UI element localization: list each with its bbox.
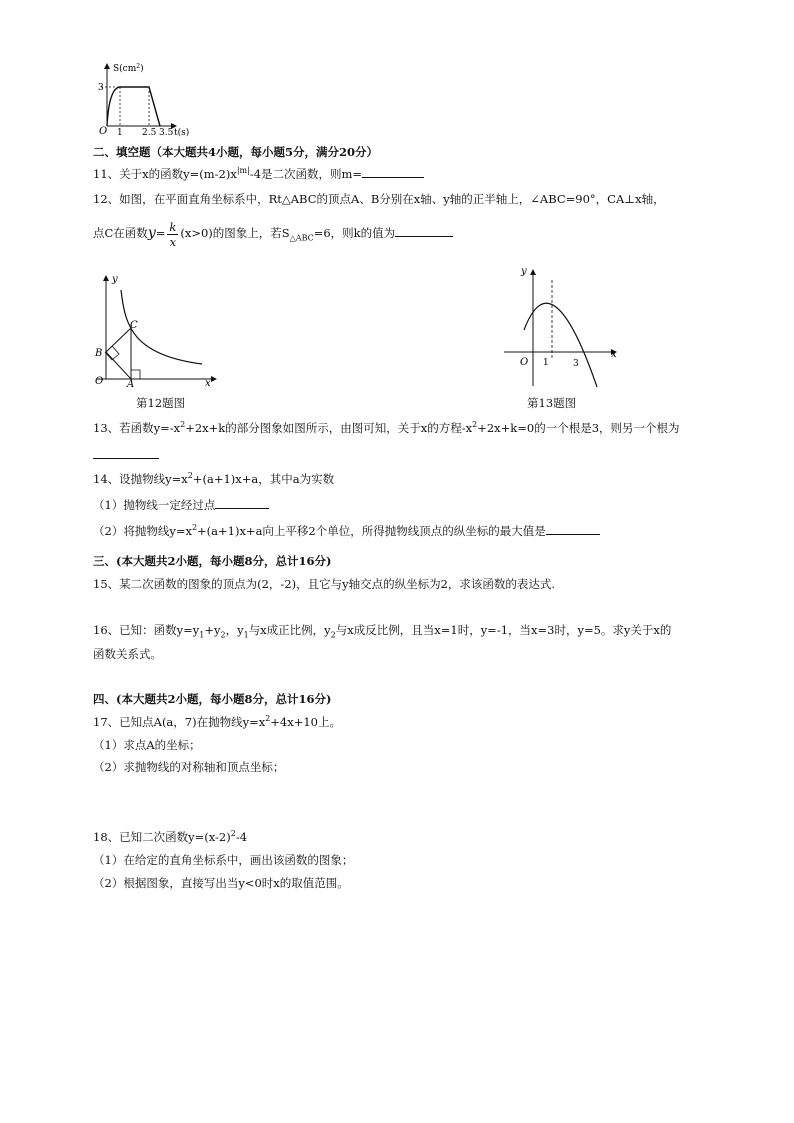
answer-blank-11[interactable] [362, 166, 424, 178]
answer-blank-14-1[interactable] [215, 497, 269, 509]
question-18-part-1: （1）在给定的直角坐标系中，画出该函数的图象； [93, 853, 354, 867]
fig13-tick-3: 3 [573, 359, 579, 369]
parabola-curve [524, 303, 597, 387]
question-12-line-2: 点C在函数y= $\frac{k}{x}$ (x>0)的图象上，若$S_{\triangle ABC}=6$，则k的值为 [93, 218, 453, 249]
fig12-point-c: C [130, 320, 138, 331]
y-axis-label-sup: 2 [136, 63, 141, 70]
y-axis-label: S(cm [113, 64, 137, 74]
question-14-part-2: （2）将抛物线$y=x^2+(a+1)x+a$向上平移2个单位，所得抛物线顶点的纵坐标的最大值是 [93, 523, 600, 539]
question-16-line-1: 16、已知：函数$y=y_1+y_2$，$y_1$与x成正比例，$y_2$与x成反比例，且当x=1时，y=-1，当x=3时，y=5。求y关于x的 [93, 623, 672, 640]
answer-blank-12[interactable] [395, 225, 453, 237]
section-3-title: 三、(本大题共2小题，每小题8分，总计16分) [93, 554, 332, 568]
area-curve [107, 87, 160, 126]
fig13-y-label: y [521, 266, 527, 277]
fig13-tick-1: 1 [543, 358, 549, 368]
fig12-y-label: y [112, 274, 118, 285]
y-axis-label-close: ) [140, 64, 144, 74]
figure-13-graph [500, 262, 625, 387]
area-time-graph [92, 58, 202, 138]
question-14-part-1: （1）抛物线一定经过点 [93, 497, 269, 513]
question-14: 14、设抛物线$y=x^2+(a+1)x+a$，其中a为实数 [93, 471, 335, 486]
x-tick-2-5: 2.5 [142, 128, 157, 138]
x-tick-3-5: 3.5 [159, 128, 174, 138]
svg-text:S(cm2) [113, 63, 144, 74]
fig13-x-label: x [611, 349, 617, 360]
answer-blank-13[interactable] [93, 447, 159, 459]
y-tick-3: 3 [98, 83, 104, 93]
x-axis-label: t(s) [174, 128, 190, 138]
fraction-k-over-x: $\frac{k}{x}$ [169, 219, 177, 249]
question-17: 17、已知点A(a，7)在抛物线$y=x^2+4x+10$上。 [93, 714, 342, 729]
figure-12-caption: 第12题图 [136, 396, 186, 410]
fig13-origin: O [520, 357, 529, 368]
x-tick-1: 1 [117, 128, 123, 138]
fig12-point-b: B [95, 348, 103, 359]
question-12-line-1: 12、如图，在平面直角坐标系中，Rt△ABC的顶点A、B分别在x轴、y轴的正半轴上，∠ABC=90°，CA⊥x轴， [93, 192, 665, 206]
right-angle-a [131, 370, 140, 379]
question-18: 18、已知二次函数$y=(x-2)^2-4$ [93, 829, 248, 844]
fig12-x-label: x [205, 378, 211, 389]
answer-line-13 [93, 447, 159, 463]
origin-label: O [99, 126, 108, 137]
question-11: 11、关于x的函数$y=(m-2)x^{|m|}-4$是二次函数，则m= [93, 166, 424, 182]
question-13: 13、若函数$y=-x^2+2x+k$的部分图象如图所示，由图可知，关于x的方程$-x^2+2x+k=0$的一个根是3，则另一个根为 [93, 420, 680, 435]
fig12-point-a: A [127, 379, 135, 390]
answer-blank-14-2[interactable] [546, 523, 600, 535]
question-18-part-2: （2）根据图象，直接写出当y<0时x的取值范围。 [93, 876, 349, 890]
section-4-title: 四、(本大题共2小题，每小题8分，总计16分) [93, 692, 332, 706]
section-2-title: 二、填空题（本大题共4小题，每小题5分，满分20分） [93, 145, 379, 159]
fig12-origin: O [95, 376, 104, 387]
question-17-part-1: （1）求点A的坐标； [93, 738, 201, 752]
question-17-part-2: （2）求抛物线的对称轴和顶点坐标； [93, 760, 285, 774]
figure-13-caption: 第13题图 [527, 396, 577, 410]
question-16-line-2: 函数关系式。 [93, 647, 162, 661]
figure-12-graph [92, 270, 222, 390]
question-15: 15、某二次函数的图象的顶点为(2，-2)，且它与y轴交点的纵坐标为2，求该函数的表达式. [93, 577, 556, 591]
